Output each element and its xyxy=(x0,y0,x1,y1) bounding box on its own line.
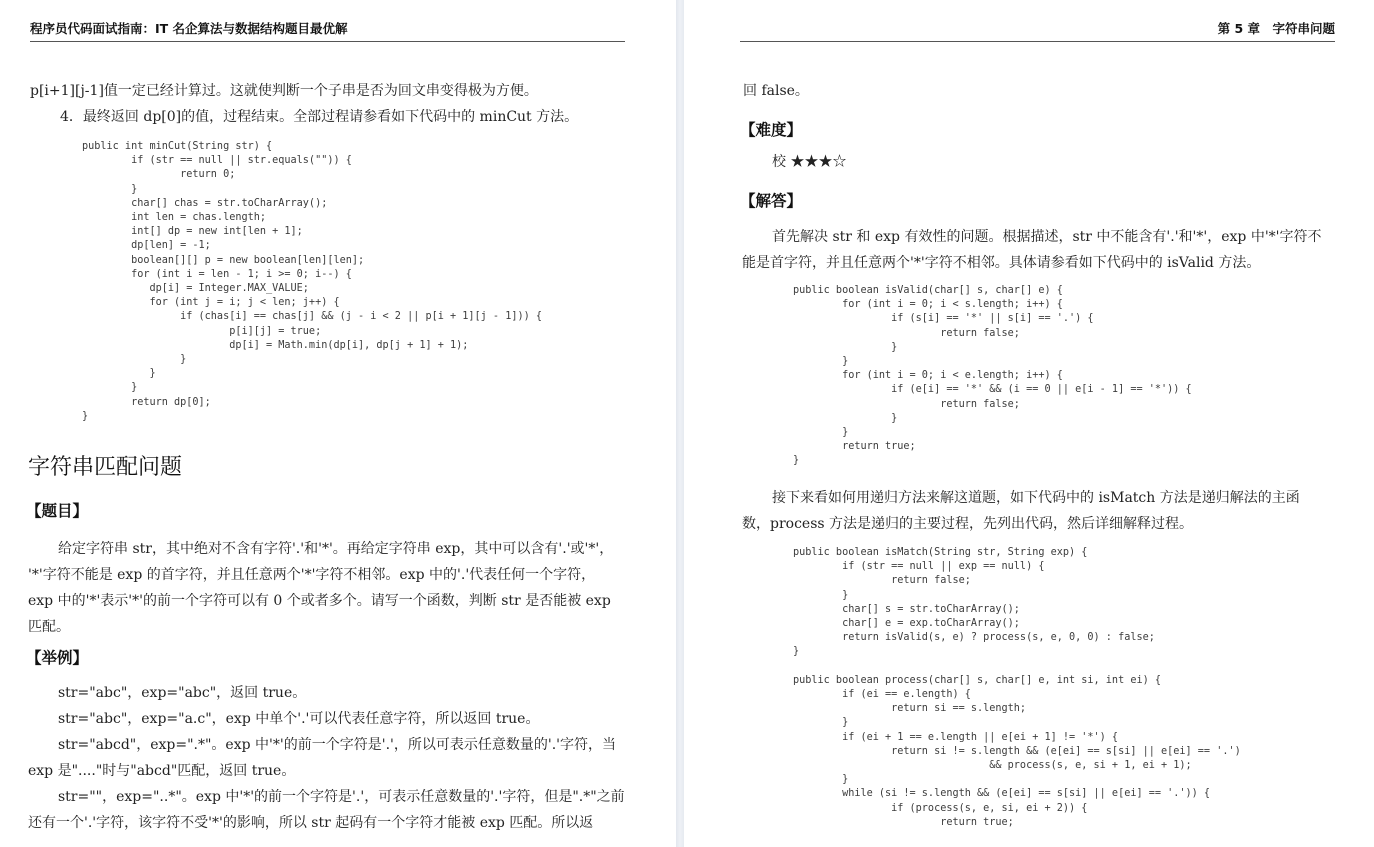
left-page-header xyxy=(30,20,625,42)
text-line: 能是首字符，并且任意两个'*'字符不相邻。具体请参看如下代码中的 isValid 方法。 xyxy=(742,255,1261,271)
text-line: 首先解决 str 和 exp 有效性的问题。根据描述，str 中不能含有'.'和'*'，exp 中'*'字符不 xyxy=(772,229,1322,245)
code-line: } xyxy=(793,455,800,467)
code-line: } xyxy=(82,183,138,195)
code-line: char[] s = str.toCharArray(); xyxy=(793,603,1020,615)
code-line: return true; xyxy=(793,441,916,453)
text-line: '*'字符不能是 exp 的首字符，并且任意两个'*'字符不相邻。exp 中的'.'代表任何一个字符， xyxy=(28,567,596,583)
code-line: return false; xyxy=(793,327,1020,339)
code-line: return isValid(s, e) ? process(s, e, 0, 0) : false; xyxy=(793,632,1155,644)
answer-paragraph xyxy=(742,224,1322,276)
code-line: if (process(s, e, si, ei + 2)) { xyxy=(793,802,1088,814)
text-line: 给定字符串 str，其中绝对不含有字符'.'和'*'。再给定字符串 exp，其中可以含有'.'或'*'， xyxy=(58,541,614,557)
text-line: 数，process 方法是递归的主要过程，先列出代码，然后详细解释过程。 xyxy=(742,516,1194,532)
code-line: boolean[][] p = new boolean[len][len]; xyxy=(82,254,365,266)
code-line: for (int j = i; j < len; j++) { xyxy=(82,297,340,309)
code-line: if (str == null || exp == null) { xyxy=(793,561,1045,573)
code-line: } xyxy=(793,717,849,729)
code-line: return true; xyxy=(793,816,1014,828)
code-line: dp[len] = -1; xyxy=(82,240,211,252)
code-line: dp[i] = Integer.MAX_VALUE; xyxy=(82,283,309,295)
code-line: return si != s.length && (e[ei] == s[si] || e[ei] == '.') xyxy=(793,745,1241,757)
code-line: for (int i = len - 1; i >= 0; i--) { xyxy=(82,268,352,280)
left-page xyxy=(0,0,676,847)
text-line: str="abc"，exp="abc"，返回 true。 xyxy=(58,685,307,701)
code-line: } xyxy=(82,410,89,422)
page-gutter xyxy=(676,0,684,847)
code-line: return dp[0]; xyxy=(82,396,211,408)
book-title: 程序员代码面试指南：IT 名企算法与数据结构题目最优解 xyxy=(30,21,348,36)
code-line: if (ei == e.length) { xyxy=(793,689,971,701)
code-line: if (str == null || str.equals("")) { xyxy=(82,155,352,167)
code-line: } xyxy=(82,382,138,394)
code-block-mincut xyxy=(82,140,542,424)
text-line: 还有一个'.'字符，该字符不受'*'的影响，所以 str 起码有一个字符才能被 exp 匹配。所以返 xyxy=(28,815,594,831)
text-line: 4．最终返回 dp[0]的值，过程结束。全部过程请参看如下代码中的 minCut 方法。 xyxy=(60,109,579,125)
code-line: } xyxy=(793,646,800,658)
code-line: } xyxy=(793,589,849,601)
next-paragraph xyxy=(742,485,1300,537)
code-block-isvalid xyxy=(793,284,1192,469)
code-line xyxy=(793,660,1241,674)
section-title: 字符串匹配问题 xyxy=(28,455,183,480)
text-line: 匹配。 xyxy=(28,619,70,635)
code-line: public boolean isMatch(String str, String exp) { xyxy=(793,547,1088,558)
chapter-title: 第 5 章 字符串问题 xyxy=(1217,21,1335,36)
code-line: return si == s.length; xyxy=(793,703,1027,715)
text-line: exp 是"...."时与"abcd"匹配，返回 true。 xyxy=(28,763,296,779)
right-page-header xyxy=(740,20,1335,42)
code-line: return 0; xyxy=(82,169,236,181)
code-line: p[i][j] = true; xyxy=(82,325,322,337)
code-block-ismatch xyxy=(793,546,1241,830)
code-line: for (int i = 0; i < s.length; i++) { xyxy=(793,299,1063,311)
code-line: return false; xyxy=(793,398,1020,410)
code-line: } xyxy=(793,774,849,786)
example-paragraph xyxy=(28,680,625,836)
code-line: while (si != s.length && (e[ei] == s[si] || e[ei] == '.')) { xyxy=(793,788,1211,800)
code-line: return false; xyxy=(793,575,971,587)
heading-answer: 【解答】 xyxy=(740,192,803,210)
code-line: dp[i] = Math.min(dp[i], dp[j + 1] + 1); xyxy=(82,339,469,351)
heading-problem: 【题目】 xyxy=(26,502,89,520)
text-line: exp 中的'*'表示'*'的前一个字符可以有 0 个或者多个。请写一个函数，判断 str 是否能被 exp xyxy=(28,593,611,609)
code-line: } xyxy=(793,356,849,368)
code-line: public int minCut(String str) { xyxy=(82,141,273,152)
code-line: } xyxy=(82,354,187,366)
text-line: 接下来看如何用递归方法来解这道题，如下代码中的 isMatch 方法是递归解法的主函 xyxy=(772,490,1300,506)
code-line: } xyxy=(793,412,898,424)
code-line: public boolean process(char[] s, char[] e, int si, int ei) { xyxy=(793,674,1162,686)
code-line: if (chas[i] == chas[j] && (j - i < 2 || p[i + 1][j - 1])) { xyxy=(82,311,543,323)
code-line: } xyxy=(82,368,156,380)
text-line: str="abc"，exp="a.c"，exp 中单个'.'可以代表任意字符，所以返回 true。 xyxy=(58,711,540,727)
code-line: char[] chas = str.toCharArray(); xyxy=(82,197,328,209)
heading-example: 【举例】 xyxy=(26,649,89,667)
code-line: public boolean isValid(char[] s, char[] e) { xyxy=(793,285,1063,296)
text-line: str="abcd"，exp=".*"。exp 中'*'的前一个字符是'.'，所以可表示任意数量的'.'字符，当 xyxy=(58,737,617,753)
code-line: char[] e = exp.toCharArray(); xyxy=(793,618,1020,630)
problem-paragraph xyxy=(28,536,613,640)
code-line: for (int i = 0; i < e.length; i++) { xyxy=(793,370,1063,382)
difficulty-rating: 校 ★★★☆ xyxy=(772,154,847,170)
code-line: } xyxy=(793,427,849,439)
code-line: if (e[i] == '*' && (i == 0 || e[i - 1] == '*')) { xyxy=(793,384,1192,396)
code-line: if (ei + 1 == e.length || e[ei + 1] != '*') { xyxy=(793,731,1119,743)
text-line: p[i+1][j-1]值一定已经计算过。这就使判断一个子串是否为回文串变得极为方便。 xyxy=(30,83,538,99)
code-line: if (s[i] == '*' || s[i] == '.') { xyxy=(793,313,1094,325)
code-line: int len = chas.length; xyxy=(82,212,267,224)
code-line: } xyxy=(793,341,898,353)
code-line: int[] dp = new int[len + 1]; xyxy=(82,226,303,238)
heading-difficulty: 【难度】 xyxy=(740,121,803,139)
code-line: && process(s, e, si + 1, ei + 1); xyxy=(793,760,1192,772)
intro-paragraph xyxy=(30,78,578,130)
continued-line: 回 false。 xyxy=(743,83,809,99)
text-line: str=""，exp="..*"。exp 中'*'的前一个字符是'.'，可表示任意数量的'.'字符，但是".*"之前 xyxy=(58,789,625,805)
